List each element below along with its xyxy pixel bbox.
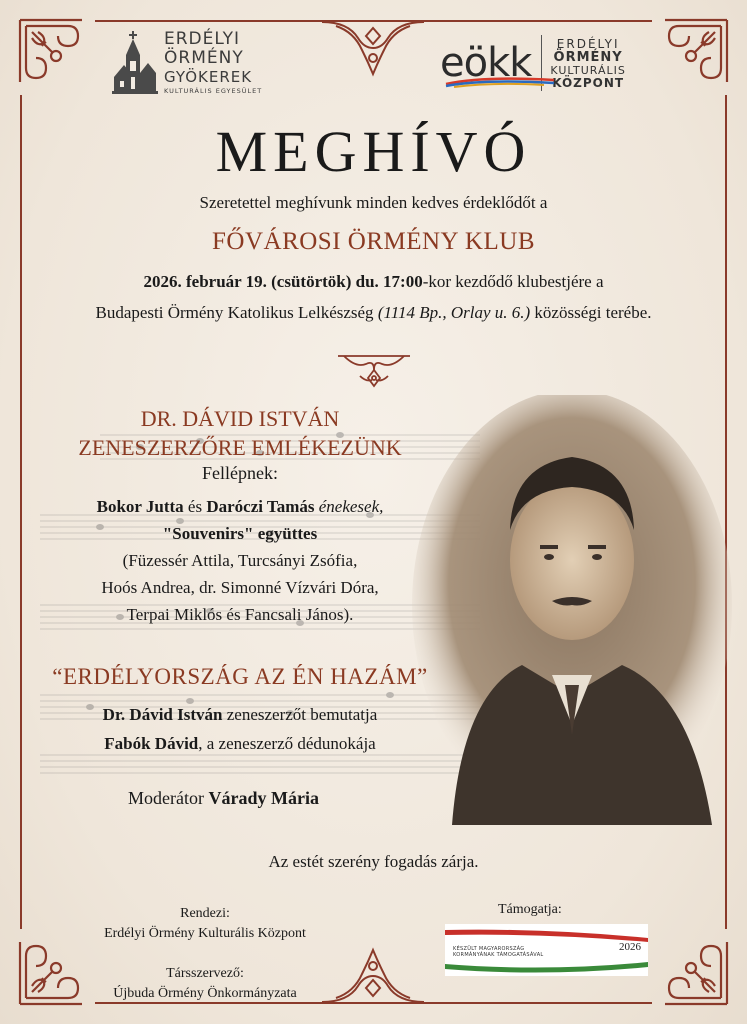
honoree-line1: DR. DÁVID ISTVÁN — [140, 406, 340, 431]
singers-role: énekesek, — [314, 497, 384, 516]
presenter-line: Dr. Dávid István zeneszerzőt bemutatja — [102, 705, 378, 724]
co-organizer-name: Újbuda Örmény Önkormányzata — [113, 986, 297, 1001]
middle-ornament — [336, 346, 412, 396]
event-date: 2026. február 19. (csütörtök) du. 17:00 — [143, 272, 423, 291]
descendant-line: Fabók Dávid, a zeneszerző dédunokája — [104, 734, 376, 753]
moderator-label: Moderátor — [128, 788, 209, 808]
logo-right-line1: ERDÉLYI — [556, 36, 620, 51]
co-organizer-label: Társszervező: — [166, 966, 244, 981]
co-organizer-block — [60, 964, 350, 1004]
singer-1: Bokor Jutta — [96, 497, 184, 516]
church-icon — [112, 29, 158, 97]
erdelyi-ormeny-gyokerek-logo — [112, 28, 272, 98]
event-date-rest: -kor kezdődő klubestjére a — [422, 272, 604, 291]
presentation-text — [30, 700, 450, 758]
venue-name: Budapesti Örmény Katolikus Lelkészség — [95, 303, 378, 322]
organizer-block — [60, 904, 350, 944]
composer-name: Dr. Dávid István — [102, 705, 223, 724]
closing-text: Az estét szerény fogadás zárja. — [268, 852, 479, 871]
composer-portrait — [412, 395, 732, 825]
club-name: FŐVÁROSI ÖRMÉNY KLUB — [212, 228, 535, 255]
support-year: 2026 — [619, 941, 641, 953]
corner-ornament-bottom-right — [645, 922, 735, 1012]
support-label: Támogatja: — [498, 902, 562, 917]
logo-left-line3: GYÖKEREK — [164, 68, 253, 87]
eokk-wordmark: eökk — [440, 40, 532, 86]
support-logo-text: KÉSZÜLT MAGYARORSZÁG KORMÁNYÁNAK TÁMOGATÁSÁVAL — [453, 946, 544, 958]
performers-list — [30, 493, 450, 628]
logo-right-line4: KÖZPONT — [552, 75, 625, 90]
ensemble-members-3: Terpai Miklós és Fancsali János). — [126, 605, 354, 624]
corner-ornament-top-right — [645, 12, 735, 102]
ensemble-name: "Souvenirs" együttes — [162, 524, 318, 543]
ensemble-members-2: Hoós Andrea, dr. Simonné Vízvári Dóra, — [101, 578, 379, 597]
eokk-logo — [440, 32, 650, 94]
invitation-title: MEGHÍVÓ — [215, 119, 532, 184]
corner-ornament-top-left — [12, 12, 102, 102]
ensemble-members-1: (Füzessér Attila, Turcsányi Zsófia, — [122, 551, 358, 570]
descendant-name: Fabók Dávid — [104, 734, 199, 753]
swoosh-icon — [444, 76, 556, 88]
logo-right-line2: ÖRMÉNY — [553, 49, 623, 65]
event-venue-line — [0, 303, 747, 323]
frame-left-line — [20, 95, 22, 929]
moderator-line — [128, 788, 319, 809]
top-center-ornament — [318, 18, 428, 80]
performers-label: Fellépnek: — [202, 463, 278, 483]
singers-line — [30, 493, 450, 520]
logo-right-line3: KULTURÁLIS — [550, 63, 626, 77]
logo-left-line2: ÖRMÉNY — [164, 48, 244, 69]
organizer-name: Erdélyi Örmény Kulturális Központ — [104, 926, 306, 941]
song-title: “ERDÉLYORSZÁG AZ ÉN HAZÁM” — [52, 664, 428, 689]
logo-left-line1: ERDÉLYI — [164, 29, 240, 50]
event-date-line — [0, 272, 747, 292]
singers-and: és — [183, 497, 207, 516]
intro-text: Szeretettel meghívunk minden kedves érdeklődőt a — [199, 193, 548, 212]
honoree-heading — [30, 404, 450, 462]
singer-2: Daróczi Tamás — [206, 497, 315, 516]
honoree-line2: ZENESZERZŐRE EMLÉKEZÜNK — [78, 435, 402, 460]
venue-rest: közösségi terébe. — [530, 303, 652, 322]
logo-left-line4: KULTURÁLIS EGYESÜLET — [164, 87, 263, 96]
moderator-name: Várady Mária — [208, 788, 319, 808]
venue-address: (1114 Bp., Orlay u. 6.) — [377, 303, 531, 322]
organizer-label: Rendezi: — [180, 906, 230, 921]
government-support-logo — [445, 924, 648, 976]
